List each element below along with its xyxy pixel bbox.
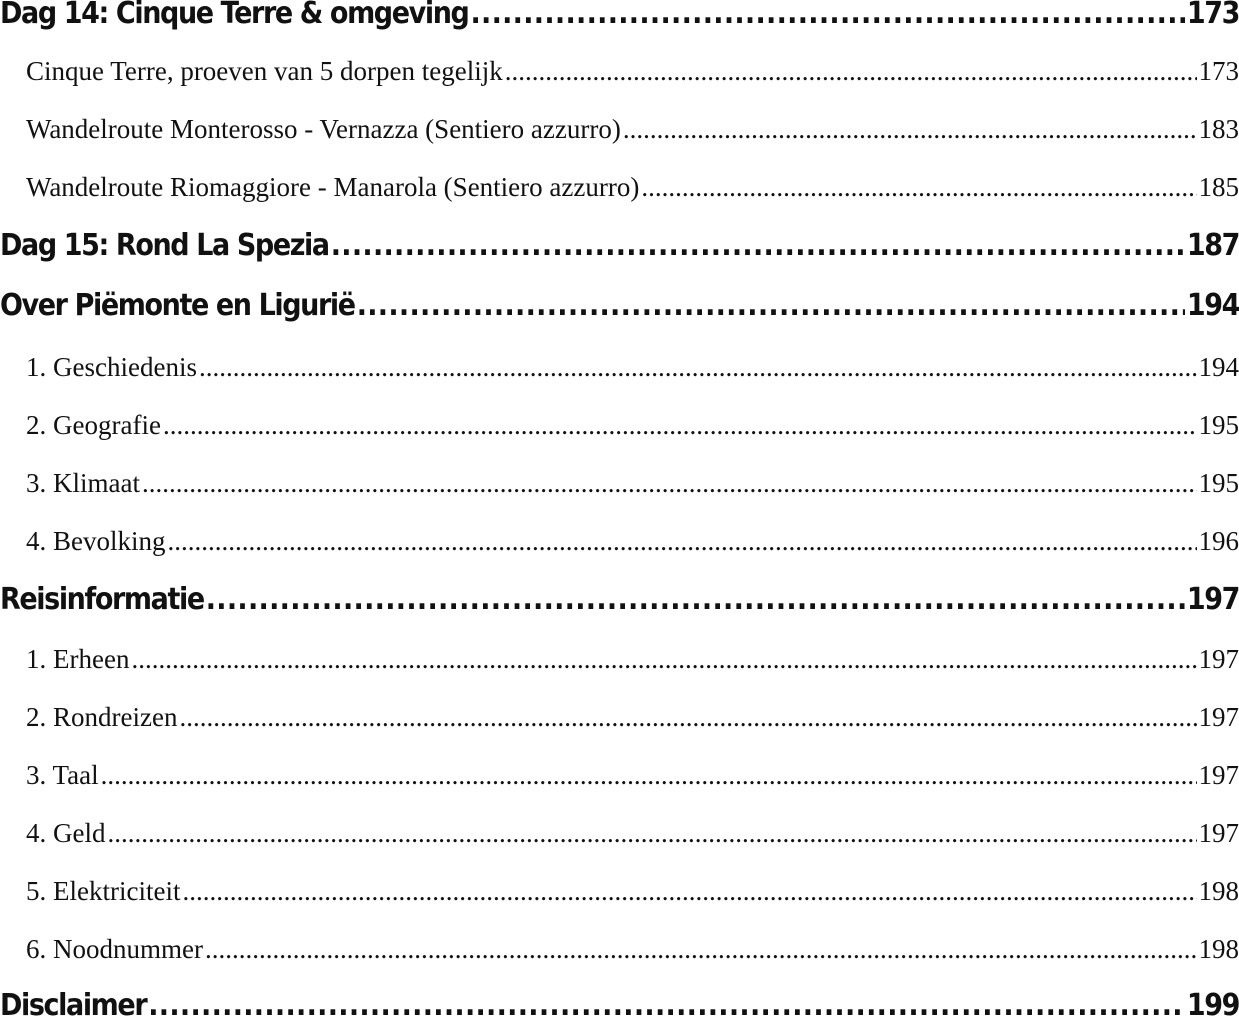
toc-leader-dots	[142, 468, 1197, 499]
toc-entry-section[interactable]	[0, 172, 1239, 203]
toc-entry-title: Reisinformatie	[0, 582, 204, 617]
toc-entry-title: Over Piëmonte en Ligurië	[0, 288, 355, 323]
toc-entry-title: Dag 14: Cinque Terre & omgeving	[0, 0, 468, 31]
toc-entry-page: 194	[1199, 352, 1239, 383]
toc-entry-title: 4. Geld	[26, 818, 105, 849]
toc-leader-dots	[163, 410, 1197, 441]
toc-leader-dots	[131, 644, 1196, 675]
toc-entry-title: Disclaimer	[0, 988, 146, 1023]
toc-entry-title: Cinque Terre, proeven van 5 dorpen tegelijk	[26, 56, 503, 87]
toc-entry-section[interactable]	[0, 818, 1239, 849]
toc-entry-title: 6. Noodnummer	[26, 934, 203, 965]
toc-entry-chapter[interactable]	[0, 288, 1239, 323]
toc-entry-page: 197	[1199, 818, 1239, 849]
toc-leader-dots	[623, 114, 1197, 145]
toc-entry-section[interactable]	[0, 56, 1239, 87]
toc-entry-page: 195	[1199, 410, 1239, 441]
toc-entry-page: 197	[1199, 702, 1239, 733]
toc-entry-title: Wandelroute Monterosso - Vernazza (Sentiero azzurro)	[26, 114, 621, 145]
toc-entry-chapter[interactable]	[0, 0, 1239, 31]
toc-leader-dots	[182, 876, 1196, 907]
toc-entry-page: 185	[1199, 172, 1239, 203]
toc-leader-dots	[101, 760, 1197, 791]
toc-entry-page: 196	[1199, 526, 1239, 557]
toc-entry-section[interactable]	[0, 760, 1239, 791]
toc-entry-page: 197	[1199, 644, 1239, 675]
toc-leader-dots	[331, 228, 1185, 263]
toc-entry-title: Dag 15: Rond La Spezia	[0, 228, 329, 263]
toc-leader-dots	[641, 172, 1196, 203]
toc-entry-title: 2. Geografie	[26, 410, 161, 441]
toc-entry-page: 198	[1199, 876, 1239, 907]
toc-leader-dots	[205, 934, 1197, 965]
toc-entry-title: 5. Elektriciteit	[26, 876, 180, 907]
toc-entry-page: 173	[1199, 56, 1239, 87]
toc-entry-chapter[interactable]	[0, 228, 1239, 263]
toc-leader-dots	[168, 526, 1197, 557]
toc-leader-dots	[148, 988, 1185, 1023]
toc-entry-page: 194	[1187, 288, 1239, 323]
toc-entry-section[interactable]	[0, 702, 1239, 733]
toc-entry-page: 187	[1187, 228, 1239, 263]
toc-entry-title: 3. Taal	[26, 760, 99, 791]
toc-entry-chapter[interactable]	[0, 582, 1239, 617]
toc-leader-dots	[470, 0, 1184, 31]
toc-leader-dots	[107, 818, 1196, 849]
toc-leader-dots	[199, 352, 1197, 383]
toc-entry-page: 199	[1187, 988, 1239, 1023]
toc-entry-page: 173	[1187, 0, 1239, 31]
toc-entry-section[interactable]	[0, 410, 1239, 441]
toc-entry-section[interactable]	[0, 114, 1239, 145]
toc-leader-dots	[179, 702, 1196, 733]
toc-entry-title: 2. Rondreizen	[26, 702, 177, 733]
toc-entry-title: 3. Klimaat	[26, 468, 140, 499]
toc-entry-section[interactable]	[0, 934, 1239, 965]
toc-entry-page: 197	[1199, 760, 1239, 791]
toc-entry-page: 198	[1199, 934, 1239, 965]
toc-entry-section[interactable]	[0, 876, 1239, 907]
toc-entry-section[interactable]	[0, 644, 1239, 675]
toc-entry-section[interactable]	[0, 468, 1239, 499]
toc-leader-dots	[505, 56, 1197, 87]
toc-entry-section[interactable]	[0, 526, 1239, 557]
toc-entry-title: 4. Bevolking	[26, 526, 166, 557]
toc-entry-title: 1. Erheen	[26, 644, 129, 675]
toc-entry-title: Wandelroute Riomaggiore - Manarola (Sentiero azzurro)	[26, 172, 639, 203]
toc-entry-title: 1. Geschiedenis	[26, 352, 197, 383]
toc-leader-dots	[357, 288, 1185, 323]
toc-entry-page: 195	[1199, 468, 1239, 499]
toc-entry-page: 197	[1187, 582, 1239, 617]
toc-entry-section[interactable]	[0, 352, 1239, 383]
toc-entry-chapter[interactable]	[0, 988, 1239, 1023]
toc-entry-page: 183	[1199, 114, 1239, 145]
toc-leader-dots	[206, 582, 1185, 617]
